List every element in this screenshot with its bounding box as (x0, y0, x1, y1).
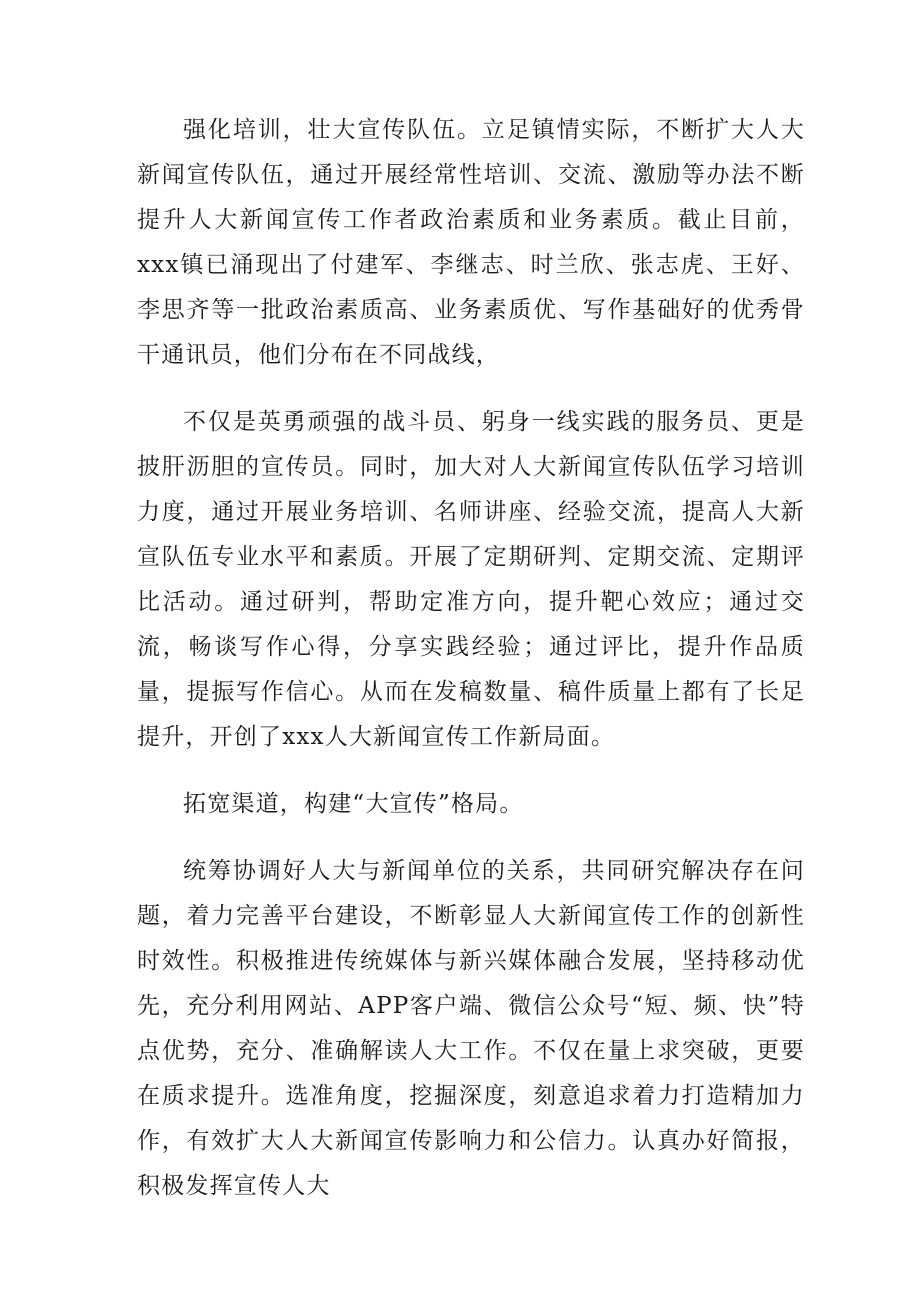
document-body (137, 108, 805, 1209)
paragraph-coordination: 统筹协调好人大与新闻单位的关系，共同研究解决存在问题，着力完善平台建设，不断彰显人大新闻宣传工作的创新性时效性。积极推进传统媒体与新兴媒体融合发展，坚持移动优先，充分利用网站、APP客户端、微信公众号“短、频、快”特点优势，充分、准确解读人大工作。不仅在量上求突破，更要在质求提升。选准角度，挖掘深度，刻意追求着力打造精加力作，有效扩大人大新闻宣传影响力和公信力。认真办好简报，积极发挥宣传人大 (137, 858, 805, 1199)
paragraph-heading-channels: 拓宽渠道，构建“大宣传”格局。 (183, 791, 524, 817)
paragraph-team-quality: 不仅是英勇顽强的战斗员、躬身一线实践的服务员、更是披肝沥胆的宣传员。同时，加大对人大新闻宣传队伍学习培训力度，通过开展业务培训、名师讲座、经验交流，提高人大新宣队伍专业水平和素质。开展了定期研判、定期交流、定期评比活动。通过研判，帮助定准方向，提升靶心效应；通过交流，畅谈写作心得，分享实践经验；通过评比，提升作品质量，提振写作信心。从而在发稿数量、稿件质量上都有了长足提升，开创了xxx人大新闻宣传工作新局面。 (137, 409, 805, 750)
paragraph-training: 强化培训，壮大宣传队伍。立足镇情实际，不断扩大人大新闻宣传队伍，通过开展经常性培训、交流、激励等办法不断提升人大新闻宣传工作者政治素质和业务素质。截止目前，xxx镇已涌现出了付建军、李继志、时兰欣、张志虎、王好、李思齐等一批政治素质高、业务素质优、写作基础好的优秀骨干通讯员，他们分布在不同战线， (137, 117, 805, 368)
